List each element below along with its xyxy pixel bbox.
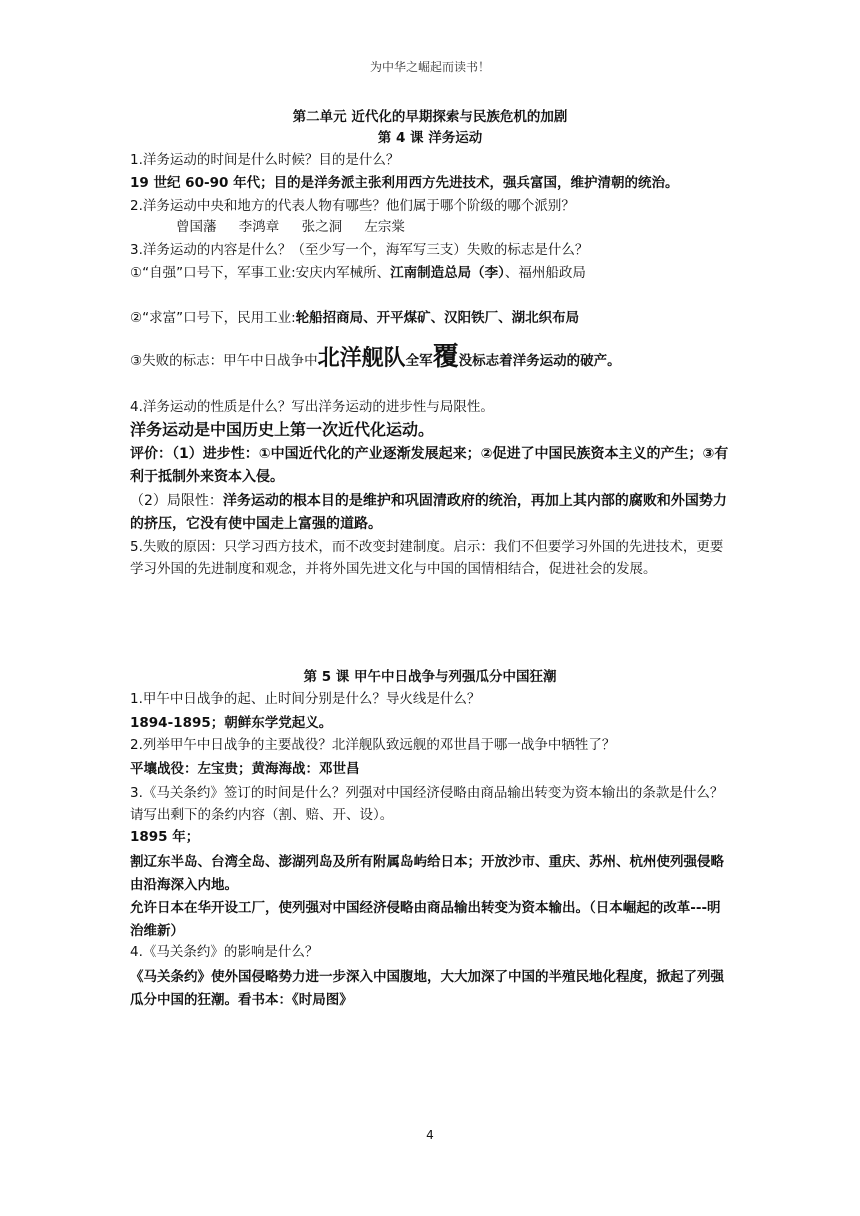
bold-text: 全军: [405, 353, 433, 369]
lesson4-a4-2: 评价：（1）进步性：①中国近代化的产业逐渐发展起来；②促进了中国民族资本主义的产生；③有利于抵制外来资本入侵。: [130, 446, 729, 485]
person-name: 李鸿章: [238, 219, 280, 235]
lesson5-a3-2: 割辽东半岛、台湾全岛、澎湖列岛及所有附属岛屿给日本；开放沙市、重庆、苏州、杭州使列强侵略由沿海深入内地。: [130, 854, 724, 893]
person-name: 曾国藩: [176, 219, 217, 235]
lesson5-q4: 4.《马关条约》的影响是什么？: [130, 944, 319, 960]
lesson5-a2: 平壤战役：左宝贵；黄海海战：邓世昌: [130, 761, 360, 777]
lesson5-q1: 1.甲午中日战争的起、止时间分别是什么？导火线是什么？: [130, 691, 481, 707]
lesson4-a3-1: [130, 264, 734, 283]
lesson4-a2-names: [176, 218, 780, 237]
bold-text: 江南制造总局（李）: [390, 265, 505, 281]
lesson4-a4-3: [130, 490, 734, 536]
lesson5-q2: 2.列举甲午中日战争的主要战役？北洋舰队致远舰的邓世昌于哪一战争中牺牲了？: [130, 737, 616, 753]
lesson4-q1: 1.洋务运动的时间是什么时候？目的是什么？: [130, 152, 400, 168]
lesson4-a1: 19 世纪 60-90 年代；目的是洋务派主张利用西方先进技术，强兵富国，维护清朝的统治。: [130, 175, 679, 191]
person-name: 张之洞: [301, 219, 343, 235]
lesson4-q2: 2.洋务运动中央和地方的代表人物有哪些？他们属于哪个阶级的哪个派别？: [130, 198, 575, 214]
text: 、福州船政局: [504, 265, 586, 281]
lesson5-a1: 1894-1895；朝鲜东学党起义。: [130, 715, 333, 731]
person-name: 左宗棠: [364, 219, 405, 235]
page-header: 为中华之崛起而读书！: [369, 60, 490, 74]
bold-text: 轮船招商局、开平煤矿、汉阳铁厂、湖北织布局: [295, 310, 580, 326]
lesson5-a4: 《马关条约》使外国侵略势力进一步深入中国腹地，大大加深了中国的半殖民地化程度，掀起了列强瓜分中国的狂潮。看书本：《时局图》: [130, 969, 724, 1008]
lesson4-q5: 5.失败的原因：只学习西方技术，而不改变封建制度。启示：我们不但要学习外国的先进技术，更要学习外国的先进制度和观念，并将外国先进文化与中国的国情相结合，促进社会的发展。: [130, 539, 724, 577]
unit-title: 第二单元 近代化的早期探索与民族危机的加剧: [292, 109, 568, 125]
lesson4-a3-3: [130, 340, 734, 378]
text: （2）局限性：: [130, 493, 223, 509]
bold-text: 没标志着洋务运动的破产。: [458, 353, 621, 369]
lesson5-title: 第 5 课 甲午中日战争与列强瓜分中国狂潮: [303, 669, 557, 685]
lesson5-q3: 3.《马关条约》签订的时间是什么？列强对中国经济侵略由商品输出转变为资本输出的条款是什么？请写出剩下的条约内容（割、赔、开、设）。: [130, 785, 724, 823]
lesson4-q3: 3.洋务运动的内容是什么？（至少写一个，海军写三支）失败的标志是什么？: [130, 242, 589, 258]
lesson4-q4: 4.洋务运动的性质是什么？写出洋务运动的进步性与局限性。: [130, 399, 494, 415]
lesson4-a3-2: [130, 309, 734, 328]
emphasis-text: 北洋舰队: [317, 346, 406, 371]
lesson5-a3-1: 1895 年；: [130, 829, 200, 845]
lesson5-a3-3: 允许日本在华开设工厂，使列强对中国经济侵略由商品输出转变为资本输出。（日本崛起的改革---明治维新）: [130, 900, 721, 939]
emphasis-text: 覆: [432, 342, 459, 372]
lesson4-title: 第 4 课 洋务运动: [377, 130, 483, 146]
bold-text: 洋务运动的根本目的是维护和巩固清政府的统治，再加上其内部的腐败和外国势力的挤压，它没有使中国走上富强的道路。: [130, 493, 727, 532]
text: ③失败的标志：甲午中日战争中: [130, 353, 318, 369]
text: ②“求富”口号下，民用工业:: [130, 310, 296, 326]
page-number: 4: [426, 1128, 434, 1142]
lesson4-a4-1: 洋务运动是中国历史上第一次近代化运动。: [130, 420, 435, 439]
text: ①“自强”口号下，军事工业:安庆内军械所、: [130, 265, 391, 281]
